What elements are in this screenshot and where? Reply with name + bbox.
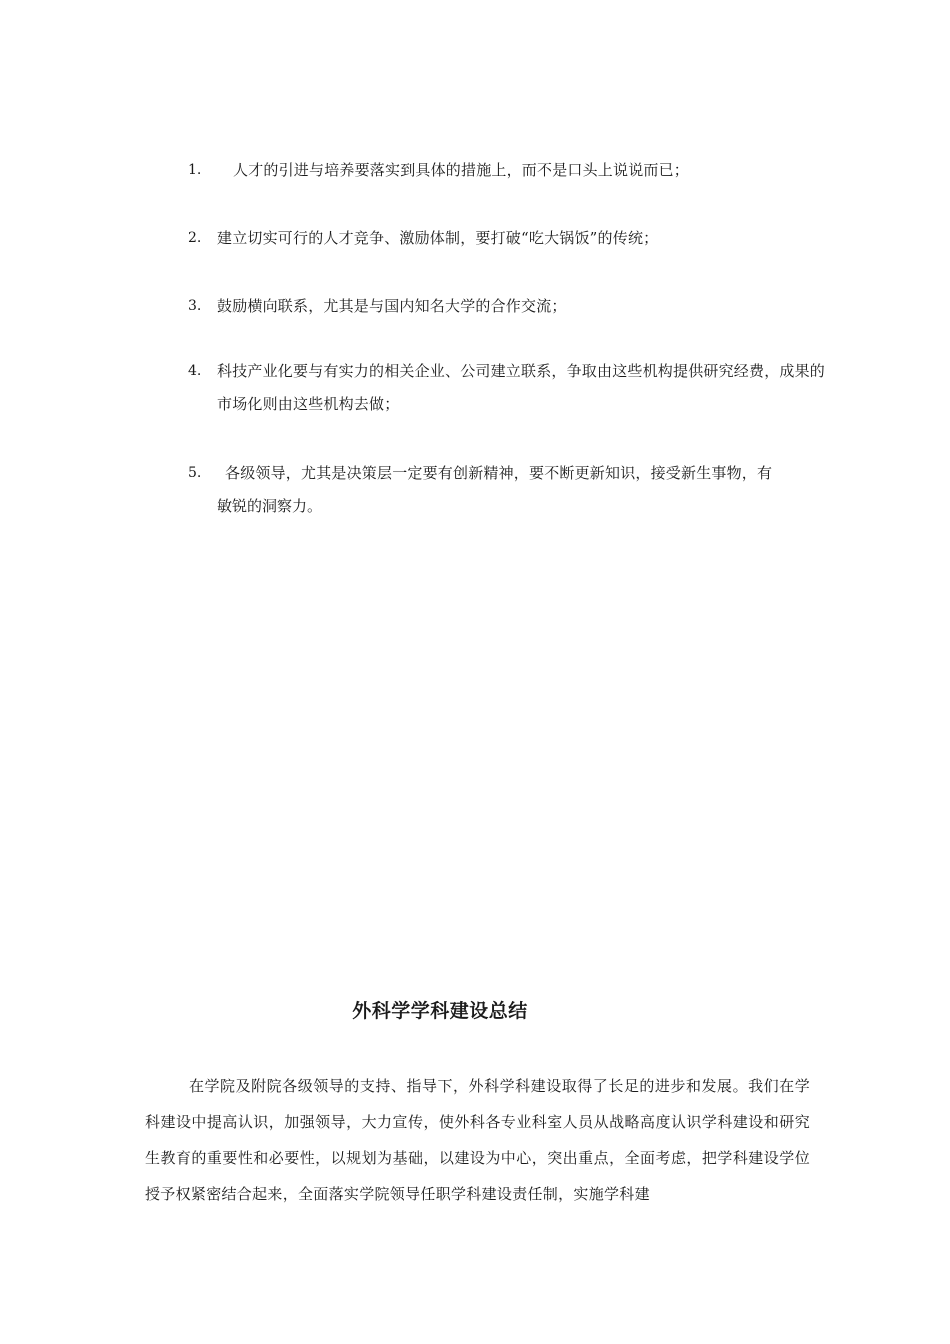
list-item-text: 鼓励横向联系，尤其是与国内知名大学的合作交流； bbox=[217, 297, 567, 315]
list-item-text: 各级领导，尤其是决策层一定要有创新精神，要不断更新知识，接受新生事物，有 bbox=[225, 464, 773, 482]
section-title: 外科学学科建设总结 bbox=[352, 1000, 528, 1022]
list-item-number: 2. bbox=[188, 230, 202, 246]
list-item-text: 人才的引进与培养要落实到具体的措施上，而不是口头上说说而已； bbox=[233, 161, 690, 179]
list-item-number: 1. bbox=[188, 162, 202, 178]
list-item bbox=[188, 154, 828, 187]
list-item-text: 建立切实可行的人才竞争、激励体制，要打破“吃大锅饭”的传统； bbox=[217, 229, 659, 247]
list-item bbox=[188, 290, 828, 323]
list-item bbox=[188, 457, 828, 523]
list-item bbox=[188, 355, 828, 421]
list-item-text-continuation: 敏锐的洞察力。 bbox=[217, 497, 323, 515]
list-item-text: 科技产业化要与有实力的相关企业、公司建立联系，争取由这些机构提供研究经费，成果的市场化则由这些机构去做； bbox=[217, 362, 826, 413]
list-item-number: 5. bbox=[188, 465, 202, 481]
body-paragraph: 在学院及附院各级领导的支持、指导下，外科学科建设取得了长足的进步和发展。我们在学科建设中提高认识，加强领导，大力宣传，使外科各专业科室人员从战略高度认识学科建设和研究生教育的重要性和必要性，以规划为基础，以建设为中心，突出重点，全面考虑，把学科建设学位授予权紧密结合起来，全面落实学院领导任职学科建设责任制，实施学科建 bbox=[145, 1077, 810, 1203]
list-item bbox=[188, 222, 828, 255]
list-item-number: 4. bbox=[188, 363, 202, 379]
list-item-number: 3. bbox=[188, 298, 202, 314]
